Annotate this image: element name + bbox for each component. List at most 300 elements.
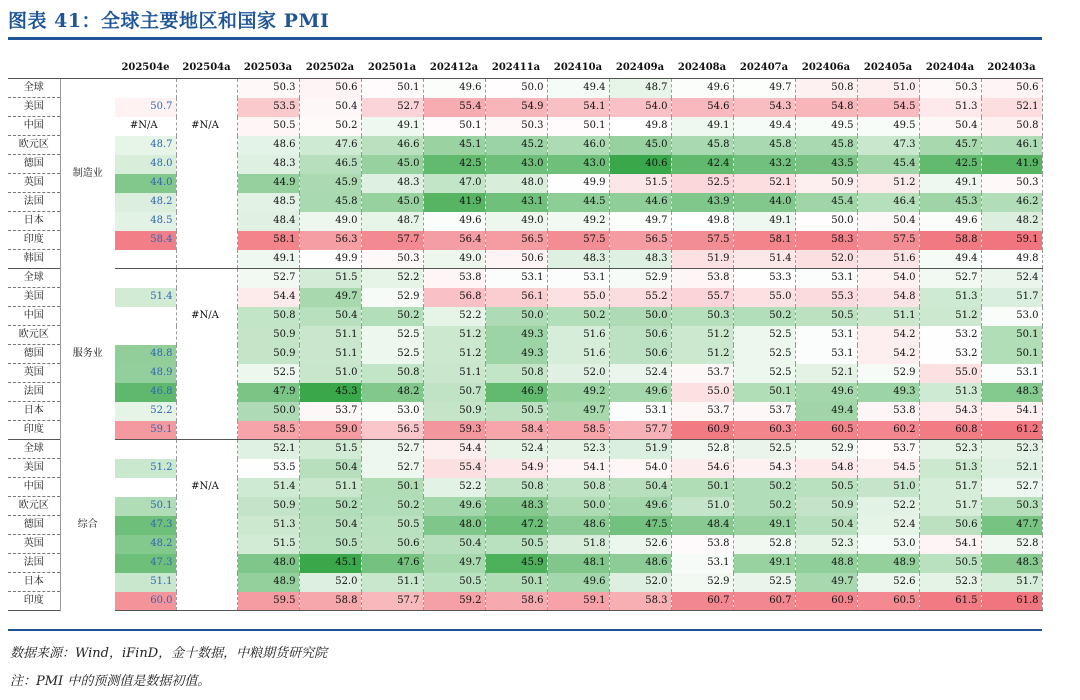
pmi-value-cell: 50.1: [423, 117, 485, 136]
pmi-value-cell: 58.3: [795, 231, 857, 250]
pmi-value-cell: 47.7: [981, 516, 1042, 535]
header-row: [8, 58, 1042, 79]
table-row: [8, 440, 1042, 459]
column-header: 202504a: [176, 58, 237, 79]
pmi-value-cell: 52.8: [671, 440, 733, 459]
pmi-value-cell: 50.1: [671, 478, 733, 497]
pmi-value-cell: 50.6: [361, 535, 423, 554]
pmi-value-cell: 50.2: [299, 497, 361, 516]
pmi-value-cell: 50.5: [361, 516, 423, 535]
actual-apr-cell: [176, 250, 237, 269]
pmi-value-cell: 54.2: [857, 345, 919, 364]
pmi-value-cell: 49.1: [361, 117, 423, 136]
pmi-value-cell: 53.7: [857, 440, 919, 459]
pmi-value-cell: 58.6: [485, 592, 547, 611]
pmi-value-cell: 49.1: [733, 516, 795, 535]
pmi-value-cell: 51.6: [857, 250, 919, 269]
table-row: [8, 345, 1042, 364]
table-row: [8, 98, 1042, 117]
pmi-value-cell: 52.5: [671, 174, 733, 193]
pmi-value-cell: 52.2: [423, 478, 485, 497]
pmi-value-cell: 50.2: [733, 478, 795, 497]
pmi-value-cell: 53.1: [671, 554, 733, 573]
pmi-value-cell: 45.8: [733, 136, 795, 155]
pmi-value-cell: 53.0: [981, 307, 1042, 326]
pmi-value-cell: 48.0: [237, 554, 299, 573]
pmi-value-cell: 45.0: [361, 155, 423, 174]
pmi-value-cell: 41.9: [981, 155, 1042, 174]
pmi-value-cell: 54.4: [237, 288, 299, 307]
pmi-value-cell: 53.1: [795, 345, 857, 364]
pmi-value-cell: 52.2: [423, 307, 485, 326]
pmi-value-cell: 55.0: [919, 364, 981, 383]
column-header: 202409a: [609, 58, 671, 79]
pmi-value-cell: 58.8: [919, 231, 981, 250]
column-header: 202501a: [361, 58, 423, 79]
region-label: 中国: [8, 478, 60, 497]
column-header: 202405a: [857, 58, 919, 79]
pmi-value-cell: 54.1: [547, 98, 609, 117]
pmi-value-cell: 50.4: [299, 516, 361, 535]
pmi-value-cell: 52.5: [733, 440, 795, 459]
pmi-value-cell: 51.1: [299, 326, 361, 345]
pmi-value-cell: 51.4: [733, 250, 795, 269]
region-label: 印度: [8, 421, 60, 440]
pmi-value-cell: 49.3: [485, 326, 547, 345]
pmi-value-cell: 50.5: [795, 307, 857, 326]
pmi-value-cell: 49.4: [919, 250, 981, 269]
actual-apr-cell: [176, 98, 237, 117]
pmi-value-cell: 47.5: [609, 516, 671, 535]
pmi-value-cell: 54.1: [919, 535, 981, 554]
table-row: [8, 459, 1042, 478]
pmi-value-cell: 55.3: [795, 288, 857, 307]
pmi-value-cell: 45.8: [299, 193, 361, 212]
region-label: 全球: [8, 440, 60, 459]
pmi-value-cell: 52.7: [361, 98, 423, 117]
pmi-value-cell: 53.3: [733, 269, 795, 288]
pmi-value-cell: 42.4: [671, 155, 733, 174]
pmi-value-cell: 49.6: [795, 383, 857, 402]
pmi-value-cell: 56.5: [485, 231, 547, 250]
pmi-value-cell: 49.1: [733, 554, 795, 573]
pmi-value-cell: 50.9: [795, 174, 857, 193]
pmi-value-cell: 51.7: [919, 497, 981, 516]
pmi-value-cell: 45.7: [919, 136, 981, 155]
pmi-value-cell: 46.0: [547, 136, 609, 155]
pmi-value-cell: 49.7: [299, 288, 361, 307]
pmi-value-cell: 51.6: [547, 326, 609, 345]
pmi-value-cell: 60.8: [919, 421, 981, 440]
pmi-value-cell: 49.6: [609, 497, 671, 516]
pmi-value-cell: 50.4: [919, 117, 981, 136]
pmi-value-cell: 56.1: [485, 288, 547, 307]
pmi-value-cell: 52.1: [795, 364, 857, 383]
estimate-cell: 52.2: [115, 402, 176, 421]
actual-apr-cell: [176, 136, 237, 155]
pmi-value-cell: 50.1: [547, 117, 609, 136]
pmi-value-cell: 53.5: [237, 459, 299, 478]
pmi-value-cell: 45.8: [671, 136, 733, 155]
pmi-value-cell: 51.0: [299, 364, 361, 383]
pmi-value-cell: 51.6: [547, 345, 609, 364]
region-label: 韩国: [8, 250, 60, 269]
column-header: 202412a: [423, 58, 485, 79]
pmi-value-cell: 53.1: [795, 269, 857, 288]
pmi-value-cell: 52.4: [857, 516, 919, 535]
pmi-value-cell: 53.8: [671, 269, 733, 288]
pmi-value-cell: 48.6: [547, 516, 609, 535]
pmi-value-cell: 48.2: [981, 212, 1042, 231]
pmi-value-cell: 51.2: [919, 307, 981, 326]
pmi-value-cell: 52.9: [795, 440, 857, 459]
pmi-value-cell: 55.0: [547, 288, 609, 307]
sector-label: 服务业: [60, 269, 115, 440]
pmi-value-cell: 50.3: [671, 307, 733, 326]
estimate-cell: 60.0: [115, 592, 176, 611]
pmi-value-cell: 49.3: [485, 345, 547, 364]
pmi-value-cell: 43.5: [795, 155, 857, 174]
region-label: 德国: [8, 155, 60, 174]
pmi-value-cell: 44.0: [733, 193, 795, 212]
table-row: [8, 117, 1042, 136]
table-row: [8, 478, 1042, 497]
pmi-value-cell: 52.7: [361, 440, 423, 459]
pmi-value-cell: 52.8: [733, 535, 795, 554]
pmi-value-cell: 48.3: [981, 554, 1042, 573]
pmi-value-cell: 52.0: [609, 573, 671, 592]
pmi-value-cell: 56.5: [361, 421, 423, 440]
pmi-value-cell: 48.3: [609, 250, 671, 269]
sector-label: 制造业: [60, 79, 115, 269]
pmi-value-cell: 50.4: [299, 459, 361, 478]
pmi-value-cell: 51.2: [671, 345, 733, 364]
pmi-value-cell: 56.5: [609, 231, 671, 250]
pmi-value-cell: 50.4: [795, 516, 857, 535]
pmi-value-cell: 48.7: [609, 79, 671, 98]
pmi-value-cell: 49.7: [547, 402, 609, 421]
pmi-value-cell: 51.3: [919, 98, 981, 117]
pmi-value-cell: 52.2: [857, 497, 919, 516]
pmi-value-cell: 49.6: [919, 212, 981, 231]
pmi-value-cell: 52.0: [299, 573, 361, 592]
actual-apr-cell: [176, 193, 237, 212]
pmi-value-cell: 47.2: [485, 516, 547, 535]
estimate-cell: 51.1: [115, 573, 176, 592]
region-label: 法国: [8, 383, 60, 402]
pmi-value-cell: 49.0: [299, 212, 361, 231]
pmi-value-cell: 49.4: [733, 117, 795, 136]
pmi-value-cell: 50.3: [237, 79, 299, 98]
estimate-cell: 48.2: [115, 535, 176, 554]
pmi-value-cell: 49.7: [423, 554, 485, 573]
table-body: [8, 79, 1042, 611]
pmi-value-cell: 48.7: [361, 212, 423, 231]
pmi-value-cell: 54.1: [547, 459, 609, 478]
pmi-value-cell: 43.9: [671, 193, 733, 212]
pmi-value-cell: 52.5: [237, 364, 299, 383]
pmi-value-cell: 50.6: [485, 250, 547, 269]
pmi-value-cell: 44.5: [547, 193, 609, 212]
pmi-value-cell: 51.2: [423, 326, 485, 345]
pmi-value-cell: 54.5: [857, 459, 919, 478]
estimate-cell: 48.2: [115, 193, 176, 212]
pmi-value-cell: 53.1: [485, 269, 547, 288]
pmi-value-cell: 48.1: [547, 554, 609, 573]
pmi-value-cell: 52.3: [981, 440, 1042, 459]
pmi-value-cell: 52.2: [361, 269, 423, 288]
pmi-value-cell: 49.0: [485, 212, 547, 231]
pmi-value-cell: 50.3: [485, 117, 547, 136]
table-row: [8, 326, 1042, 345]
column-header: 202411a: [485, 58, 547, 79]
pmi-value-cell: 60.3: [733, 421, 795, 440]
region-label: 日本: [8, 212, 60, 231]
pmi-value-cell: 54.9: [485, 98, 547, 117]
pmi-value-cell: 48.0: [423, 516, 485, 535]
pmi-value-cell: 49.1: [733, 212, 795, 231]
table-row: [8, 535, 1042, 554]
pmi-value-cell: 53.0: [361, 402, 423, 421]
pmi-value-cell: 40.6: [609, 155, 671, 174]
pmi-value-cell: 50.1: [485, 573, 547, 592]
pmi-value-cell: 52.9: [609, 269, 671, 288]
pmi-value-cell: 53.7: [299, 402, 361, 421]
pmi-value-cell: 52.1: [981, 98, 1042, 117]
pmi-value-cell: 50.3: [361, 250, 423, 269]
pmi-value-cell: 52.1: [237, 440, 299, 459]
pmi-value-cell: 45.4: [857, 155, 919, 174]
pmi-value-cell: 52.1: [981, 459, 1042, 478]
pmi-value-cell: 59.0: [299, 421, 361, 440]
pmi-value-cell: 54.0: [857, 269, 919, 288]
pmi-value-cell: 59.3: [423, 421, 485, 440]
pmi-value-cell: 50.9: [237, 497, 299, 516]
table-row: [8, 79, 1042, 98]
table-row: [8, 554, 1042, 573]
pmi-value-cell: 57.7: [361, 231, 423, 250]
pmi-value-cell: 58.1: [733, 231, 795, 250]
table-row: [8, 592, 1042, 611]
pmi-value-cell: 51.0: [857, 478, 919, 497]
actual-apr-cell: [176, 288, 237, 307]
pmi-value-cell: 50.3: [919, 79, 981, 98]
pmi-value-cell: 45.9: [299, 174, 361, 193]
pmi-value-cell: 50.4: [299, 98, 361, 117]
pmi-value-cell: 45.9: [485, 554, 547, 573]
pmi-value-cell: 53.8: [857, 402, 919, 421]
region-label: 德国: [8, 516, 60, 535]
pmi-value-cell: 53.8: [423, 269, 485, 288]
pmi-value-cell: 52.8: [981, 535, 1042, 554]
pmi-value-cell: 48.3: [237, 155, 299, 174]
pmi-value-cell: 53.1: [981, 364, 1042, 383]
pmi-value-cell: 49.3: [857, 383, 919, 402]
region-label: 中国: [8, 117, 60, 136]
table-row: [8, 269, 1042, 288]
pmi-value-cell: 53.1: [795, 326, 857, 345]
pmi-value-cell: 51.2: [857, 174, 919, 193]
table-row: [8, 421, 1042, 440]
pmi-value-cell: 48.3: [981, 383, 1042, 402]
region-label: 美国: [8, 459, 60, 478]
pmi-value-cell: 60.2: [857, 421, 919, 440]
header-region: [8, 58, 60, 79]
actual-apr-cell: [176, 326, 237, 345]
actual-apr-cell: [176, 383, 237, 402]
pmi-value-cell: 52.3: [795, 535, 857, 554]
column-header: 202406a: [795, 58, 857, 79]
pmi-value-cell: 50.8: [237, 307, 299, 326]
pmi-value-cell: 50.8: [547, 478, 609, 497]
pmi-value-cell: 54.3: [733, 98, 795, 117]
pmi-value-cell: 57.5: [857, 231, 919, 250]
estimate-cell: 48.9: [115, 364, 176, 383]
pmi-value-cell: 47.3: [857, 136, 919, 155]
pmi-value-cell: 49.7: [733, 79, 795, 98]
pmi-value-cell: 60.9: [795, 592, 857, 611]
pmi-value-cell: 51.9: [671, 250, 733, 269]
table-row: [8, 250, 1042, 269]
pmi-value-cell: 53.2: [919, 326, 981, 345]
region-label: 德国: [8, 345, 60, 364]
pmi-value-cell: 49.6: [547, 573, 609, 592]
pmi-value-cell: 45.4: [795, 193, 857, 212]
pmi-value-cell: 52.5: [361, 326, 423, 345]
pmi-value-cell: 51.0: [671, 497, 733, 516]
pmi-value-cell: 60.5: [857, 592, 919, 611]
column-header: 202502a: [299, 58, 361, 79]
estimate-cell: [115, 478, 176, 497]
pmi-value-cell: 51.7: [981, 288, 1042, 307]
pmi-value-cell: 50.1: [981, 326, 1042, 345]
pmi-value-cell: 58.3: [609, 592, 671, 611]
table-row: [8, 516, 1042, 535]
pmi-value-cell: 53.7: [671, 364, 733, 383]
pmi-value-cell: 51.5: [299, 440, 361, 459]
table-row: [8, 364, 1042, 383]
pmi-value-cell: 51.1: [361, 573, 423, 592]
estimate-cell: 50.1: [115, 497, 176, 516]
region-label: 中国: [8, 307, 60, 326]
pmi-value-cell: 46.5: [299, 155, 361, 174]
estimate-cell: 47.3: [115, 554, 176, 573]
pmi-value-cell: 53.7: [671, 402, 733, 421]
pmi-value-cell: 50.4: [857, 212, 919, 231]
table-row: [8, 155, 1042, 174]
pmi-value-cell: 58.4: [485, 421, 547, 440]
actual-apr-cell: [176, 592, 237, 611]
pmi-value-cell: 50.5: [237, 117, 299, 136]
pmi-value-cell: 50.0: [485, 79, 547, 98]
pmi-value-cell: 48.5: [237, 193, 299, 212]
pmi-value-cell: 49.6: [423, 497, 485, 516]
pmi-value-cell: 50.5: [919, 554, 981, 573]
region-label: 英国: [8, 535, 60, 554]
estimate-cell: 44.0: [115, 174, 176, 193]
pmi-value-cell: 51.1: [299, 345, 361, 364]
actual-apr-cell: #N/A: [176, 117, 237, 136]
pmi-value-cell: 50.2: [361, 307, 423, 326]
page-title: 图表 41：全球主要地区和国家 PMI: [8, 10, 330, 32]
pmi-value-cell: 51.5: [609, 174, 671, 193]
pmi-value-cell: 44.6: [609, 193, 671, 212]
region-label: 日本: [8, 402, 60, 421]
column-header: 202504e: [115, 58, 176, 79]
pmi-value-cell: 51.7: [919, 478, 981, 497]
pmi-value-cell: 51.1: [857, 307, 919, 326]
table-row: [8, 573, 1042, 592]
actual-apr-cell: [176, 516, 237, 535]
estimate-cell: [115, 307, 176, 326]
pmi-value-cell: 46.1: [981, 136, 1042, 155]
pmi-value-cell: 45.2: [485, 136, 547, 155]
pmi-value-cell: 51.9: [609, 440, 671, 459]
pmi-value-cell: 61.8: [981, 592, 1042, 611]
pmi-value-cell: 47.9: [237, 383, 299, 402]
pmi-value-cell: 50.9: [795, 497, 857, 516]
column-header: 202407a: [733, 58, 795, 79]
pmi-value-cell: 57.5: [671, 231, 733, 250]
table-row: [8, 174, 1042, 193]
pmi-value-cell: 50.6: [609, 345, 671, 364]
pmi-value-cell: 54.2: [857, 326, 919, 345]
pmi-value-cell: 52.3: [919, 440, 981, 459]
pmi-value-cell: 47.0: [423, 174, 485, 193]
estimate-cell: 48.5: [115, 212, 176, 231]
pmi-value-cell: 58.5: [547, 421, 609, 440]
region-label: 法国: [8, 193, 60, 212]
table-row: [8, 136, 1042, 155]
pmi-value-cell: 52.9: [361, 288, 423, 307]
pmi-value-cell: 45.0: [609, 136, 671, 155]
pmi-value-cell: 51.8: [547, 535, 609, 554]
column-header: 202408a: [671, 58, 733, 79]
pmi-value-cell: 52.4: [485, 440, 547, 459]
pmi-value-cell: 49.9: [299, 250, 361, 269]
pmi-value-cell: 48.9: [857, 554, 919, 573]
pmi-value-cell: 58.1: [237, 231, 299, 250]
pmi-value-cell: 48.4: [671, 516, 733, 535]
pmi-value-cell: 50.5: [423, 573, 485, 592]
pmi-value-cell: 45.3: [299, 383, 361, 402]
region-label: 欧元区: [8, 326, 60, 345]
region-label: 印度: [8, 592, 60, 611]
region-label: 全球: [8, 269, 60, 288]
pmi-value-cell: 55.2: [609, 288, 671, 307]
pmi-value-cell: 48.2: [361, 383, 423, 402]
title-rule: [8, 37, 1042, 40]
pmi-value-cell: 50.5: [299, 535, 361, 554]
pmi-value-cell: 54.8: [795, 459, 857, 478]
actual-apr-cell: [176, 459, 237, 478]
pmi-value-cell: 52.5: [361, 345, 423, 364]
pmi-value-cell: 51.2: [671, 326, 733, 345]
pmi-value-cell: 43.0: [547, 155, 609, 174]
pmi-value-cell: 50.6: [919, 516, 981, 535]
estimate-cell: 48.8: [115, 345, 176, 364]
region-label: 印度: [8, 231, 60, 250]
pmi-value-cell: 50.2: [361, 497, 423, 516]
pmi-value-cell: 48.0: [485, 174, 547, 193]
actual-apr-cell: #N/A: [176, 307, 237, 326]
actual-apr-cell: [176, 497, 237, 516]
pmi-value-cell: 53.0: [857, 535, 919, 554]
pmi-value-cell: 50.8: [485, 478, 547, 497]
estimate-cell: 58.4: [115, 231, 176, 250]
bottom-rule: [8, 629, 1042, 631]
pmi-value-cell: 51.1: [299, 478, 361, 497]
